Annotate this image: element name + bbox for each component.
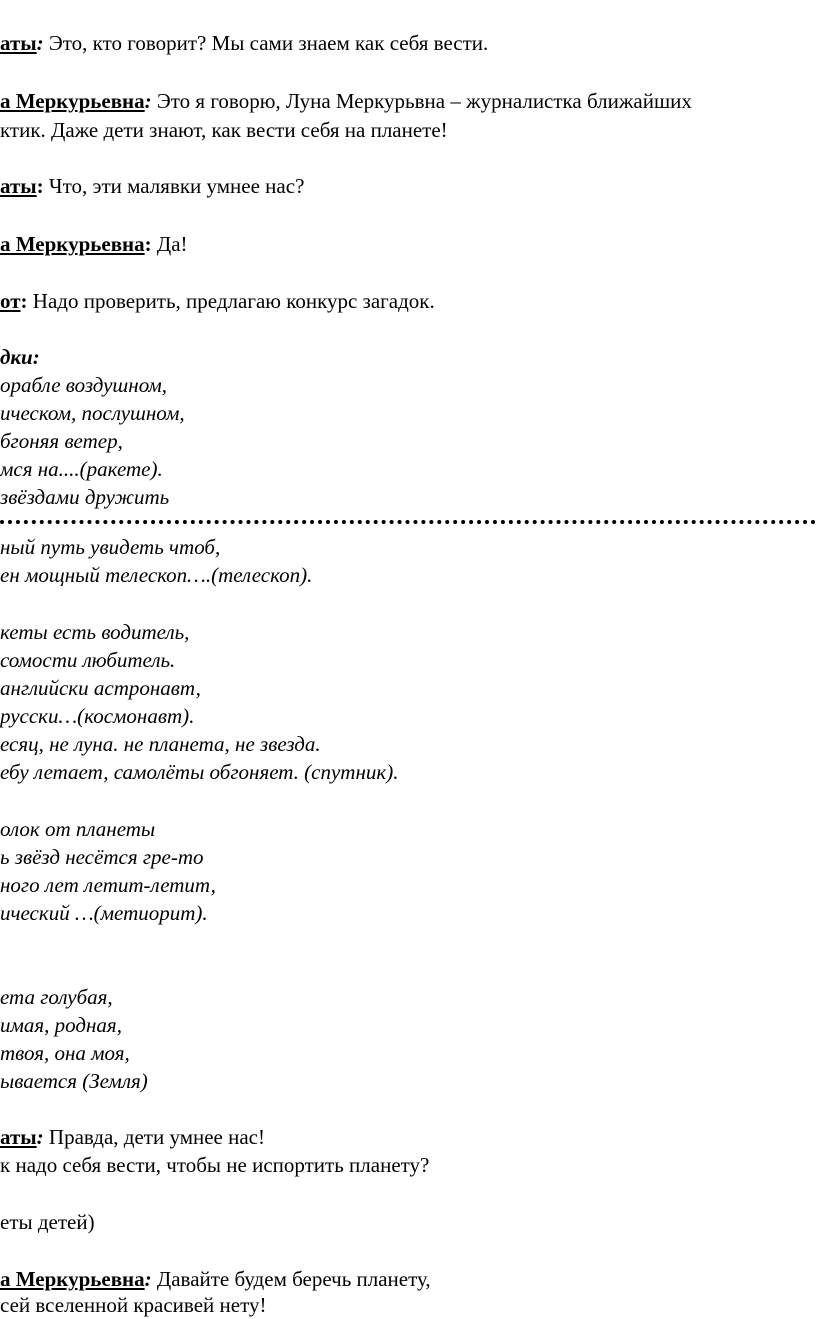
riddle-line: русски…(космонавт). bbox=[0, 704, 195, 728]
dialogue-text: Правда, дети умнее нас! bbox=[43, 1125, 265, 1149]
dialogue-line bbox=[0, 173, 304, 199]
speaker-name: аты bbox=[0, 31, 37, 55]
riddle-line: имая, родная, bbox=[0, 1013, 122, 1037]
riddle-line: ь звёзд несётся гре-то bbox=[0, 845, 204, 869]
riddle-line: ен мощный телескоп….(телескоп). bbox=[0, 563, 313, 587]
speaker-name: от bbox=[0, 289, 21, 313]
speaker-colon: : bbox=[36, 174, 44, 198]
dialogue-text-line: ктик. Даже дети знают, как вести себя на планете! bbox=[0, 118, 448, 142]
dialogue-line bbox=[0, 1124, 265, 1150]
speaker-colon: : bbox=[144, 232, 152, 256]
dialogue-text-line: сей вселенной красивей нету! bbox=[0, 1293, 267, 1317]
dialogue-text: Это, кто говорит? Мы сами знаем как себя вести. bbox=[43, 31, 489, 55]
dialogue-text: Это я говорю, Луна Меркурьвна – журналистка ближайших bbox=[151, 89, 692, 113]
riddle-line: бгоняя ветер, bbox=[0, 429, 123, 453]
riddle-line: кеты есть водитель, bbox=[0, 620, 190, 644]
speaker-name: а Меркурьевна bbox=[0, 232, 145, 256]
speaker-colon: : bbox=[144, 1267, 152, 1291]
speaker-colon: : bbox=[36, 1125, 44, 1149]
dialogue-line bbox=[0, 88, 692, 114]
speaker-name: аты bbox=[0, 174, 37, 198]
dialogue-text: Давайте будем беречь планету, bbox=[151, 1267, 431, 1291]
riddle-line: сомости любитель. bbox=[0, 648, 176, 672]
dialogue-text: Что, эти малявки умнее нас? bbox=[43, 174, 305, 198]
speaker-name: а Меркурьевна bbox=[0, 89, 145, 113]
dialogue-text: Да! bbox=[151, 232, 188, 256]
riddle-line: ывается (Земля) bbox=[0, 1069, 148, 1093]
speaker-name: аты bbox=[0, 1125, 37, 1149]
speaker-name: а Меркурьевна bbox=[0, 1267, 145, 1291]
speaker-colon: : bbox=[20, 289, 28, 313]
riddle-line: звёздами дружить bbox=[0, 485, 170, 509]
riddle-line: ический …(метиорит). bbox=[0, 901, 208, 925]
riddle-line: ическом, послушном, bbox=[0, 401, 185, 425]
riddles-heading: дки: bbox=[0, 345, 40, 369]
dialogue-line bbox=[0, 231, 188, 257]
dotted-divider bbox=[0, 520, 816, 524]
stage-direction: еты детей) bbox=[0, 1210, 95, 1234]
dialogue-line bbox=[0, 288, 435, 314]
dialogue-line bbox=[0, 30, 488, 56]
riddle-line: ного лет летит-летит, bbox=[0, 873, 216, 897]
dialogue-text-line: к надо себя вести, чтобы не испортить планету? bbox=[0, 1153, 430, 1177]
riddle-line: олок от планеты bbox=[0, 817, 156, 841]
dialogue-line bbox=[0, 1266, 431, 1292]
riddle-line: ебу летает, самолёты обгоняет. (спутник). bbox=[0, 760, 399, 784]
riddle-line: есяц, не луна. не планета, не звезда. bbox=[0, 732, 321, 756]
speaker-colon: : bbox=[36, 31, 44, 55]
riddle-line: твоя, она моя, bbox=[0, 1041, 130, 1065]
riddle-line: ный путь увидеть чтоб, bbox=[0, 535, 221, 559]
dialogue-text: Надо проверить, предлагаю конкурс загадок. bbox=[27, 289, 435, 313]
riddle-line: мся на....(ракете). bbox=[0, 457, 163, 481]
speaker-colon: : bbox=[144, 89, 152, 113]
riddle-line: ета голубая, bbox=[0, 985, 113, 1009]
riddle-line: орабле воздушном, bbox=[0, 373, 168, 397]
riddle-line: английски астронавт, bbox=[0, 676, 201, 700]
